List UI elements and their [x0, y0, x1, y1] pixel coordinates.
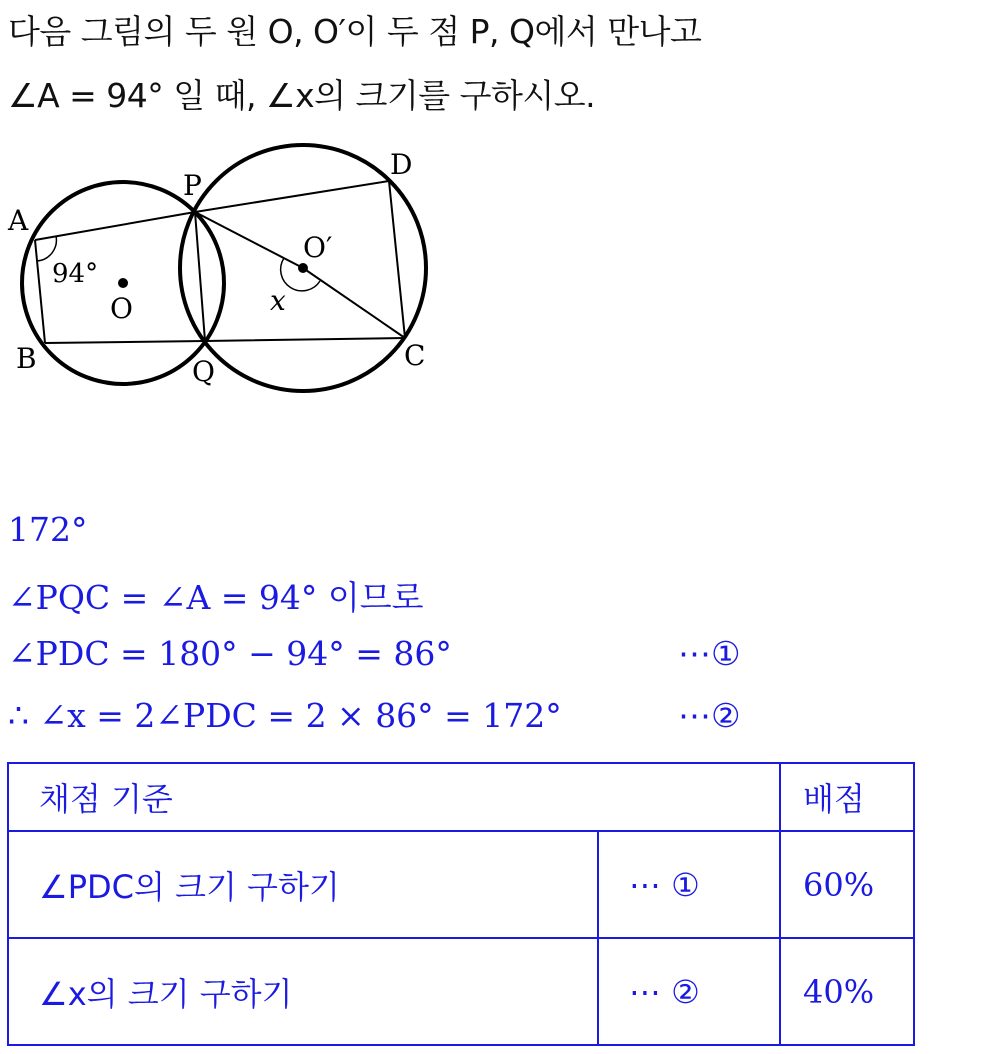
solution-step-2: [8, 634, 741, 673]
grading-header-row: [8, 763, 914, 831]
label-o-prime: O′: [303, 231, 333, 264]
segment-o-prime-c: [303, 268, 405, 338]
label-angle-a: 94°: [52, 259, 99, 289]
solution-step-1: ∠PQC = ∠A = 94° 이므로: [8, 578, 424, 617]
grading-row-mark: ⋯ ②: [598, 938, 780, 1045]
solution-step-2-mark: ⋯①: [678, 634, 741, 673]
grading-row-points: 40%: [780, 938, 914, 1045]
geometry-figure: [0, 140, 460, 410]
label-p: P: [183, 169, 202, 202]
solution-step-3-mark: ⋯②: [678, 696, 741, 735]
grading-row: [8, 938, 914, 1045]
label-d: D: [390, 148, 413, 181]
center-o-dot: [118, 278, 128, 288]
label-o: O: [110, 292, 133, 325]
question-line-1: 다음 그림의 두 원 O, O′이 두 점 P, Q에서 만나고: [8, 12, 702, 51]
answer-value: 172°: [8, 510, 88, 549]
label-x: x: [270, 284, 286, 317]
segment-ab: [35, 240, 45, 343]
label-b: B: [16, 342, 37, 375]
grading-row-criteria: ∠x의 크기 구하기: [8, 938, 598, 1045]
center-o-prime-dot: [298, 263, 308, 273]
grading-header-points: 배점: [780, 763, 914, 831]
segment-dc: [389, 181, 405, 338]
label-a: A: [8, 204, 29, 237]
question-line-2: ∠A = 94° 일 때, ∠x의 크기를 구하시오.: [8, 76, 596, 115]
grading-row-mark: ⋯ ①: [598, 831, 780, 938]
grading-row-points: 60%: [780, 831, 914, 938]
grading-table: [7, 762, 915, 1046]
grading-row: [8, 831, 914, 938]
solution-step-2-text: ∠PDC = 180° − 94° = 86°: [8, 634, 452, 673]
label-c: C: [404, 339, 426, 372]
segment-bqc: [45, 338, 405, 343]
solution-step-3-text: ∴ ∠x = 2∠PDC = 2 × 86° = 172°: [8, 696, 562, 735]
label-q: Q: [192, 355, 215, 388]
segment-pq: [195, 212, 205, 341]
grading-header-criteria: 채점 기준: [8, 763, 780, 831]
grading-row-criteria: ∠PDC의 크기 구하기: [8, 831, 598, 938]
solution-step-3: [8, 696, 741, 735]
segment-po-prime: [195, 212, 303, 268]
